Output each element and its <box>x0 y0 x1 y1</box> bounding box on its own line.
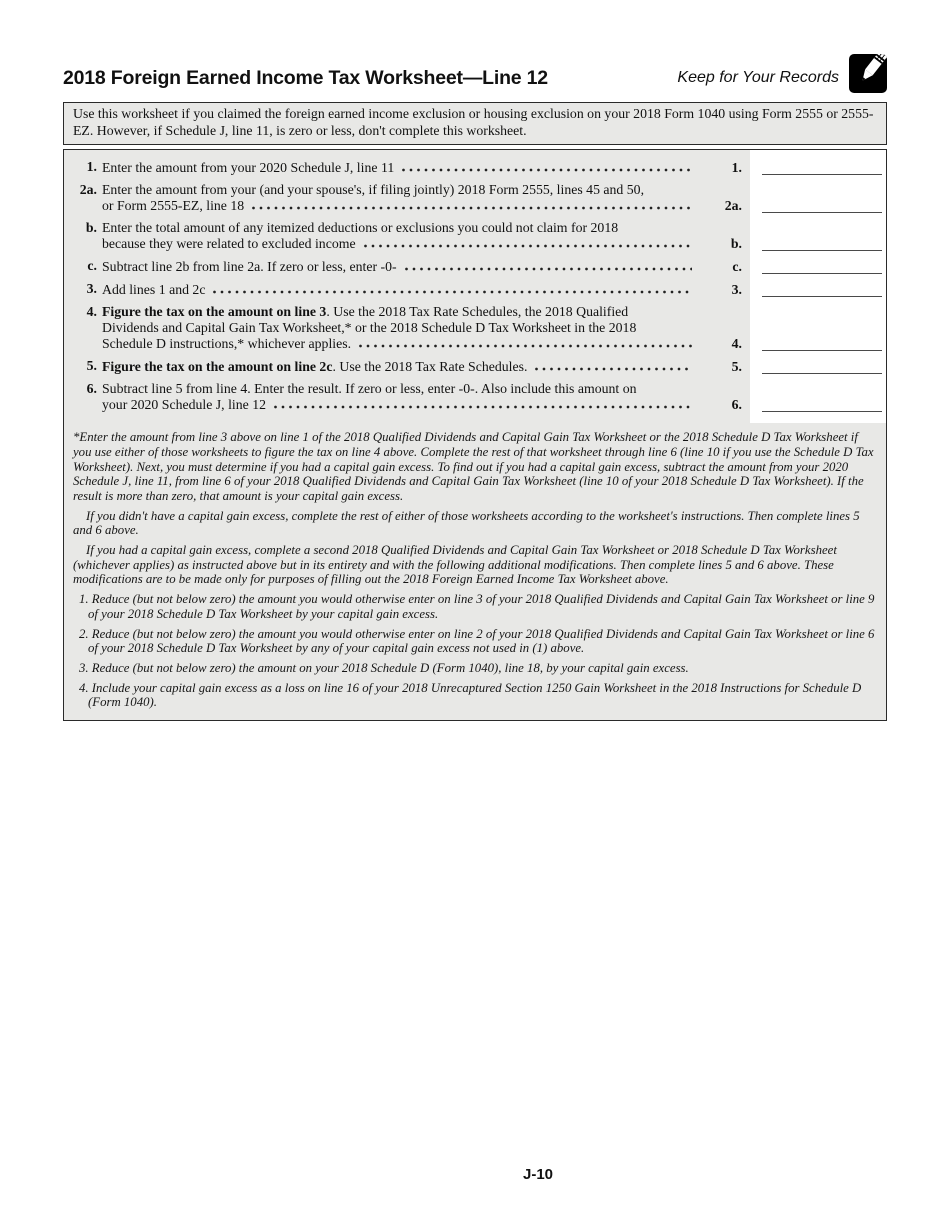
row-text-line <box>102 259 698 275</box>
amount-field-6[interactable] <box>762 396 882 412</box>
dotted-leader <box>401 163 692 174</box>
row-line-label: 1. <box>731 160 742 176</box>
amount-field-2a[interactable] <box>762 197 882 213</box>
footnote-paragraph-3: If you had a capital gain excess, complete a second 2018 Qualified Dividends and Capital Gain Tax Worksheet or 2018 Schedule D Tax Worksheet (whichever applies) as instructed above but in its entirety and with the following additional modifications. Then complete lines 5 and 6 above. These modifications are to be made only for purposes of filling out the 2018 Foreign Earned Income Tax Worksheet above. <box>73 543 837 587</box>
row-text-line <box>102 236 698 252</box>
amount-field-3[interactable] <box>762 281 882 297</box>
row-text-line <box>102 282 698 298</box>
amount-field-2c[interactable] <box>762 258 882 274</box>
row-number: 3. <box>86 281 97 297</box>
row-text-line <box>102 182 698 198</box>
row-text-line <box>102 320 698 336</box>
row-line-label: 6. <box>731 397 742 413</box>
row-text <box>102 304 698 352</box>
row-number: 5. <box>86 358 97 374</box>
intro-box <box>63 102 887 145</box>
amount-cell <box>750 197 886 214</box>
worksheet-row-2b <box>64 220 886 252</box>
worksheet-row-6 <box>64 381 886 413</box>
row-number: c. <box>87 258 97 274</box>
worksheet-row-2c <box>64 258 886 275</box>
dotted-leader <box>212 285 692 296</box>
modification-item-4: 4. Include your capital gain excess as a loss on line 16 of your 2018 Unrecaptured Section 1250 Gain Worksheet in the 2018 Instructions for Schedule D (Form 1040). <box>79 680 862 710</box>
row-text <box>102 259 698 275</box>
row-text-line <box>102 198 698 214</box>
modification-item-3: 3. Reduce (but not below zero) the amount on your 2018 Schedule D (Form 1040), line 18, by your capital gain excess. <box>79 660 689 675</box>
row-text-content: Enter the amount from your (and your spouse's, if filing jointly) 2018 Form 2555, lines 45 and 50, <box>102 182 645 198</box>
row-line-label: 2a. <box>724 198 742 214</box>
modification-item-2: 2. Reduce (but not below zero) the amount you would otherwise enter on line 2 of your 2018 Qualified Dividends and Capital Gain Tax Worksheet or line 6 of your 2018 Schedule D Tax Worksheet by any of your capital gain excess not used in (1) above. <box>79 626 875 656</box>
amount-field-1[interactable] <box>762 159 882 175</box>
row-text-line <box>102 336 698 352</box>
row-text <box>102 359 698 375</box>
row-text-line <box>102 160 698 176</box>
row-text-content: Enter the total amount of any itemized deductions or exclusions you could not claim for 2018 <box>102 220 619 236</box>
worksheet-rows <box>64 150 886 423</box>
row-text-line <box>102 359 698 375</box>
amount-cell <box>750 281 886 298</box>
dotted-leader <box>404 262 692 273</box>
dotted-leader <box>363 239 692 250</box>
row-text <box>102 182 698 214</box>
amount-cell <box>750 396 886 413</box>
row-number: b. <box>85 220 97 236</box>
intro-text: Use this worksheet if you claimed the foreign earned income exclusion or housing exclusion on your 2018 Form 1040 using Form 2555 or 2555-EZ. However, if Schedule J, line 11, is zero or less, don't complete this worksheet. <box>73 106 874 138</box>
row-number: 2a. <box>79 182 97 198</box>
worksheet-row-2a <box>64 182 886 214</box>
worksheet-row-3 <box>64 281 886 298</box>
page-header <box>63 54 887 93</box>
worksheet-row-1 <box>64 159 886 176</box>
worksheet-page <box>63 0 887 1183</box>
row-line-label: 4. <box>731 336 742 352</box>
row-text-content: Enter the amount from your 2020 Schedule J, line 11 <box>102 160 395 176</box>
row-text-content: Subtract line 5 from line 4. Enter the result. If zero or less, enter -0-. Also include this amount on <box>102 381 637 397</box>
row-text-content: Subtract line 2b from line 2a. If zero or less, enter -0- <box>102 259 397 275</box>
row-line-label: 5. <box>731 359 742 375</box>
footnotes <box>64 423 886 720</box>
row-line-label: 3. <box>731 282 742 298</box>
worksheet-row-5 <box>64 358 886 375</box>
row-text-line <box>102 304 698 320</box>
row-text-line <box>102 220 698 236</box>
footnote-paragraph-1: *Enter the amount from line 3 above on line 1 of the 2018 Qualified Dividends and Capital Gain Tax Worksheet or the 2018 Schedule D Tax Worksheet if you use either of those worksheets to figure the tax on line 4 above. Complete the rest of that worksheet through line 6 (line 10 if you use the Schedule D Tax Worksheet). Next, you must determine if you had a capital gain excess. To find out if you had a capital gain excess, subtract the amount from your 2020 Schedule J, line 11, from line 6 of your 2018 Qualified Dividends and Capital Gain Tax Worksheet (line 10 of your 2018 Schedule D Tax Worksheet). If the result is more than zero, that amount is your capital gain excess. <box>73 430 874 503</box>
row-line-label: b. <box>730 236 742 252</box>
page-number: J-10 <box>522 1166 554 1183</box>
worksheet-row-4 <box>64 304 886 352</box>
row-text-content: Figure the tax on the amount on line 2c. Use the 2018 Tax Rate Schedules. <box>102 359 528 375</box>
amount-field-4[interactable] <box>762 335 882 351</box>
row-number: 4. <box>86 304 97 320</box>
keep-for-records-label: Keep for Your Records <box>677 69 839 86</box>
pencil-icon <box>849 54 887 93</box>
amount-cell <box>750 235 886 252</box>
row-text-content: because they were related to excluded income <box>102 236 356 252</box>
row-text <box>102 160 698 176</box>
modification-item-1: 1. Reduce (but not below zero) the amount you would otherwise enter on line 3 of your 2018 Qualified Dividends and Capital Gain Tax Worksheet or line 9 of your 2018 Schedule D Tax Worksheet by your capital gain excess. <box>79 592 875 621</box>
worksheet-box <box>63 149 887 721</box>
amount-cell <box>750 159 886 176</box>
row-text-content: Schedule D instructions,* whichever applies. <box>102 336 352 352</box>
dotted-leader <box>251 201 692 212</box>
row-text-content: Dividends and Capital Gain Tax Worksheet,* or the 2018 Schedule D Tax Worksheet in the 2018 <box>102 320 637 336</box>
row-text <box>102 381 698 413</box>
row-text <box>102 220 698 252</box>
row-text-content: your 2020 Schedule J, line 12 <box>102 397 267 413</box>
amount-cell <box>750 335 886 352</box>
dotted-leader <box>358 339 692 350</box>
row-number: 1. <box>86 159 97 175</box>
row-text-content: Add lines 1 and 2c <box>102 282 206 298</box>
row-text-content: Figure the tax on the amount on line 3. Use the 2018 Tax Rate Schedules, the 2018 Qualified <box>102 304 629 320</box>
row-text-content: or Form 2555-EZ, line 18 <box>102 198 245 214</box>
row-line-label: c. <box>732 259 742 275</box>
row-number: 6. <box>86 381 97 397</box>
footnote-paragraph-2: If you didn't have a capital gain excess, complete the rest of either of those worksheets according to the worksheet's instructions. Then complete lines 5 and 6 above. <box>73 508 860 538</box>
dotted-leader <box>273 400 692 411</box>
row-text-line <box>102 397 698 413</box>
page-title: 2018 Foreign Earned Income Tax Worksheet—Line 12 <box>63 67 548 89</box>
row-text-line <box>102 381 698 397</box>
amount-field-2b[interactable] <box>762 235 882 251</box>
amount-field-5[interactable] <box>762 358 882 374</box>
amount-cell <box>750 258 886 275</box>
dotted-leader <box>534 362 692 373</box>
row-text <box>102 282 698 298</box>
amount-cell <box>750 358 886 375</box>
